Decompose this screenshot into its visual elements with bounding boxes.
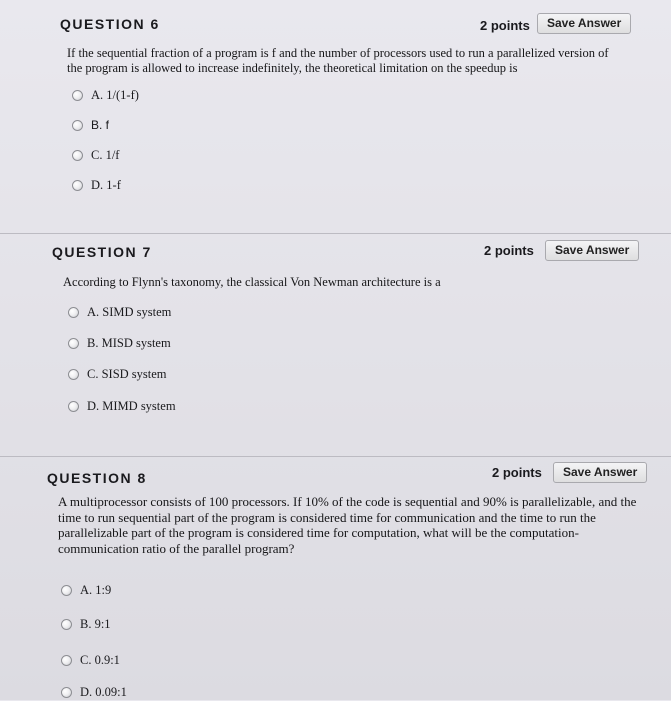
radio-button[interactable] (61, 655, 72, 666)
question-text (58, 494, 636, 556)
option-a[interactable] (68, 303, 171, 321)
radio-button[interactable] (72, 150, 83, 161)
question-text-line: A multiprocessor consists of 100 processors. If 10% of the code is sequential and 90% is parallelizable, and the (58, 494, 637, 509)
radio-button[interactable] (61, 687, 72, 698)
radio-button[interactable] (68, 338, 79, 349)
option-c[interactable] (68, 365, 167, 383)
option-d[interactable] (72, 176, 121, 194)
question-8-header (0, 457, 671, 497)
option-label: A. 1/(1-f) (91, 87, 139, 102)
option-label: D. 0.09:1 (80, 684, 127, 699)
radio-button[interactable] (68, 369, 79, 380)
option-c[interactable] (72, 146, 119, 164)
question-text (67, 46, 608, 75)
question-text-line: the program is allowed to increase indefinitely, the theoretical limitation on the speedup is (67, 60, 518, 75)
question-title: QUESTION 7 (52, 244, 152, 260)
question-6 (0, 8, 671, 232)
question-points: 2 points (492, 465, 542, 480)
option-d[interactable] (68, 397, 176, 415)
option-a[interactable] (61, 581, 111, 599)
option-label: A. 1:9 (80, 582, 112, 597)
option-label: C. 0.9:1 (80, 652, 120, 667)
option-b[interactable] (72, 116, 109, 134)
option-c[interactable] (61, 651, 120, 669)
question-points: 2 points (484, 243, 534, 258)
option-label: B. MISD system (87, 335, 171, 350)
save-answer-button[interactable]: Save Answer (545, 240, 639, 261)
question-text-line: parallelizable part of the program is considered time for computation, what will be the computation- (58, 525, 579, 540)
radio-button[interactable] (68, 401, 79, 412)
question-7 (0, 233, 671, 457)
question-title: QUESTION 6 (60, 16, 160, 32)
question-text-line: time to run sequential part of the program is considered time for communication and the time to run the (58, 509, 596, 525)
radio-button[interactable] (61, 585, 72, 596)
save-answer-button[interactable]: Save Answer (553, 462, 647, 483)
option-label: C. SISD system (87, 366, 167, 381)
save-answer-button[interactable]: Save Answer (537, 13, 631, 34)
question-text (63, 275, 441, 290)
option-b[interactable] (61, 615, 111, 633)
question-title: QUESTION 8 (47, 470, 147, 486)
radio-button[interactable] (72, 120, 83, 131)
option-label: D. 1-f (91, 177, 121, 192)
radio-button[interactable] (68, 307, 79, 318)
question-6-header (0, 8, 671, 48)
question-8 (0, 456, 671, 700)
option-label: B. f (91, 118, 110, 132)
option-b[interactable] (68, 334, 171, 352)
question-7-header (0, 234, 671, 274)
radio-button[interactable] (61, 619, 72, 630)
question-text-line: According to Flynn's taxonomy, the classical Von Newman architecture is a (63, 275, 441, 289)
option-a[interactable] (72, 86, 139, 104)
question-text-line: If the sequential fraction of a program is f and the number of processors used to run a parallelized version of (67, 46, 609, 60)
radio-button[interactable] (72, 90, 83, 101)
option-label: D. MIMD system (87, 398, 176, 413)
question-text-line: communication ratio of the parallel program? (58, 540, 295, 556)
radio-button[interactable] (72, 180, 83, 191)
option-label: B. 9:1 (80, 616, 111, 631)
question-points: 2 points (480, 18, 530, 33)
option-label: C. 1/f (91, 147, 120, 162)
option-label: A. SIMD system (87, 304, 172, 319)
option-d[interactable] (61, 683, 127, 701)
